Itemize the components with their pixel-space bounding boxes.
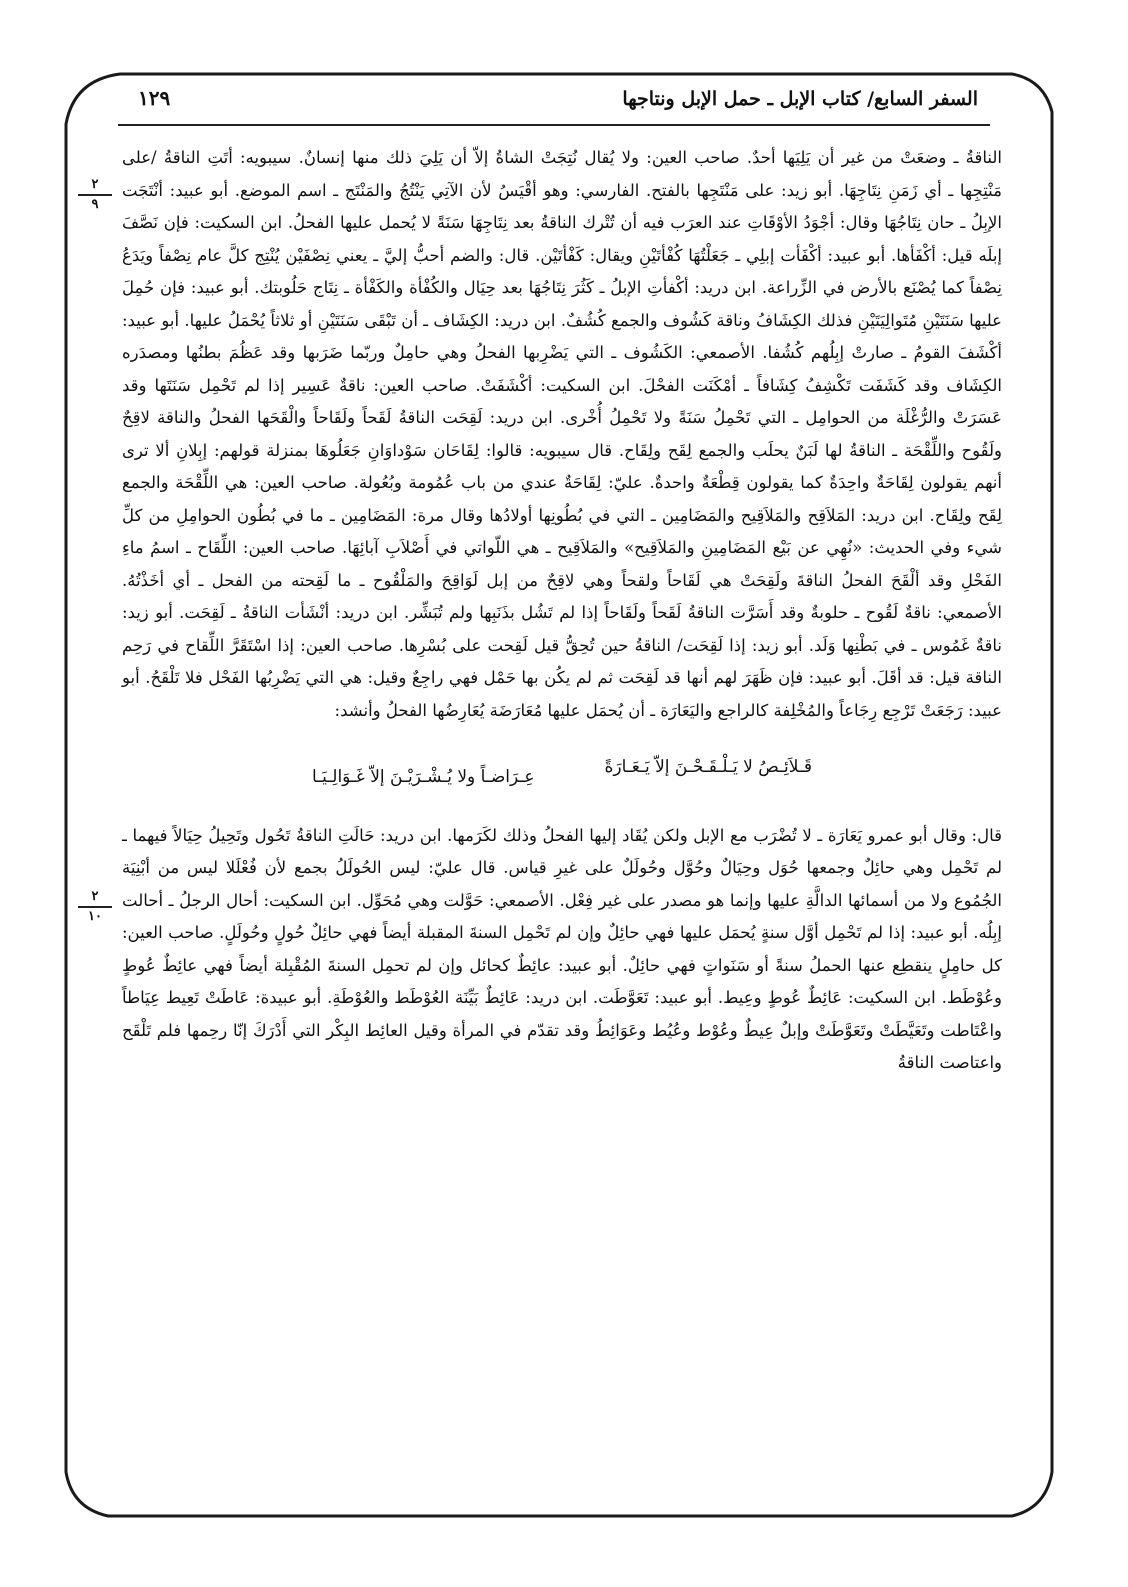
- margin-note-divider: [78, 194, 112, 196]
- margin-note-numerator: ٢: [91, 177, 99, 192]
- verse-hemistich-first: قَـلاَئِـصُ لا يَـلْـقَـحْـنَ إلاّ يَـعَـارَةً: [604, 757, 812, 777]
- paragraph: الناقةُ ـ وضعَتْ من غير أن يَلِيَها أحدٌ. صاحب العين: ولا يُقال نُتِجَتْ الشاةُ إلاّ أن يَلِيَ ذلك منها إنسانٌ. سيبويه: أتَتِ الناقةُ /على مَنْتِجِها ـ أي زَمَنِ نِتَاجِهَا. أبو زيد: على مَنْتَجِها بالفتح. الفارسي: وهو أقْيَسُ لأن الآتِي يَنْتُجُ والمَنْتَج ـ اسم الموضع. أبو عبيد: أنْتَجَت الإبِلُ ـ حان نِتَاجُهَا وقال: أجْوَدُ الأوْقَاتِ عند العرَب فيه أن تُتْرك الناقةُ بعد نِتَاجِهَا سَنَةً لا يُحمل عليها الفحلُ. ابن السكيت: فإن نَصَّفَ إبلَه قيل: أكْفَأها. أبو عبيد: أكْفَأت إبلِي ـ جَعَلْتُهَا كُفْأتَيْنِ ويقال: كَفْأتَيْن. قال: والضم أحبُّ إليَّ ـ يعني نِصْفَيْن يُنْتِج كلَّ عام نِصْفاً ويَدَعُ نِصْفاً كما يُصْنَع بالأرض في الزِّراعة. ابن دريد: أكْفأتِ الإبلُ ـ كَثُرَ نِتَاجُهَا بعد حِيَال والكُفْأة والكَفْأة ـ نِتَاج حَلُوبتك. أبو عبيد: فإن حُمِلَ عليها سَنَتَيْنِ مُتَوالِيَتَيْنِ فذلك الكِشَافُ وناقة كَشُوف والجمع كُشُفٌ. ابن دريد: الكِشَاف ـ أن تَبْقَى سَنَتَيْنِ أو ثلاثاً يُحْمَلُ عليها. أبو عبيد: أكْشَفَ القومُ ـ صارتْ إبِلُهم كُشُفا. الأصمعي: الكَشُوف ـ التي يَضْرِبها الفحلُ وهي حامِلٌ وربّما ضَرَبها وقد عَظُمَ بطنُها ومصدَره الكِشَاف وقد كَشَفَت تَكْشِفُ كِشَافاً ـ أمْكَنَت الفحْلَ. ابن السكيت: أكْشَفَتْ. صاحب العين: ناقةٌ عَسِير إذا لم تَحْمِل سَنَتَها وقد عَسَرَتْ والرُّغْلَة من الحوامِل ـ التي تَحْمِلُ سَنَةً ولا تَحْمِلُ أُخْرى. ابن دريد: لَقِحَت الناقةُ لَقَحاً ولَقَاحاً والْقَحَها الفحلُ والناقة لاقِحٌ ولَقُوح واللِّقْحَة ـ الناقةُ لها لَبَنٌ يحلَب والجمع لِقَح ولِقَاح. قال سيبويه: قالوا: لِقَاحَان سَوْداوَانِ جَعَلُوهَا بمنزلة قولهم: إبِلانِ ألا ترى أنهم يقولون لِقَاحَةٌ واحِدَةٌ كما يقولون قِطْعَةٌ واحدةٌ. عليّ: لِقَاحَةٌ عندي من باب عُمُومة وبُعُولة. صاحب العين: هي اللِّقْحَة والجمع لِقَح ولِقَاح. ابن دريد: المَلاَقِح والمَلاَقِيح والمَضَامِين ـ التي في بُطُونِها أولادُها وقال مرة: المَضَامِين ـ ما في بُطُون الحوامِلِ من كلِّ شيء وفي الحديث: «نُهِي عن بَيْع المَضَامِينِ والمَلاَقِيح» والمَلاَقِيح ـ هي اللّواتي في أَصْلاَبِ آبائِهَا. صاحب العين: اللِّقَاح ـ اسمُ ماءِ الفَحْلِ وقد ألْقَحَ الفحلُ الناقةَ ولَقِحَتْ هي لَقَاحاً ولقحاً وهي لاقِحٌ من إبل لَوَاقِحَ والمَلْقُوح ـ ما لَقِحته من الفحل ـ أي أخَذْتُهُ. الأصمعي: ناقةٌ لَقُوح ـ حلوبةٌ وقد أَسَرَّت الناقةُ لَقَحاً ولَقَاحاً إذا لم تَشُل بذَنَبِها ولم تُبَشِّر. ابن دريد: أنْشَأت الناقةُ ـ لَقِحَت. أبو زيد: ناقةٌ غَمُوس ـ في بَطْنِها وَلَد. أبو زيد: إذا لَقِحَت/ الناقةُ حين تُحِقُّ قيل لَقِحت على بُسْرِها. صاحب العين: إذا اسْتَقَرَّ اللِّقاح في رَحِم الناقة قيل: قد أقَلَ. أبو عبيد: فإن ظَهَرَ لهم أنها قد لَقِحَت ثم لم يكُن بها حَمْل فهي راجِعٌ وقيل: هي التي يَضْرِبُها الفَحْل فلا تَلْقَحُ. أبو عبيد: رَجَعَتْ تَرْجِع رِجَاعاً والمُخْلِفة كالراجع واليَعَارَة ـ أن يُحمَل عليها مُعَارَضَة يُعَارِضُها الفحلُ وأنشد:: [122, 148, 1002, 720]
- main-text: [122, 142, 1002, 1080]
- margin-note-divider: [78, 906, 112, 908]
- margin-note-denominator: ١٠: [88, 908, 102, 924]
- running-title: السفر السابع/ كتاب الإبل ـ حمل الإبل ونتاجها: [622, 88, 978, 110]
- header-rule: [118, 124, 990, 126]
- margin-note: [78, 178, 112, 212]
- paragraph-continued: قال: وقال أبو عمرو يَعَارَة ـ لا تُضْرَب مع الإبل ولكن يُقَاد إليها الفحلُ وذلك لكَرَمها. ابن دريد: حَالَتِ الناقةُ تَحُول وتَحِيلُ حِيَالاً فيهما ـ لم تَحْمِل وهي حائِلٌ وجمعها حُوَل وحِيَالٌ وحُوَّل وحُولَلٌ على غيرِ قياس. قال عليّ: ليس الحُولَلُ بجمع لأن فُعْلَلا ليس من أبْنِيَة الجُمُوع ولا من أسمائها الدالَّةِ عليها وإنما هو مصدر على غير فِعْل. الأصمعي: حَوَّلت وهي مُحَوِّل. ابن السكيت: أحال الرجلُ ـ أحالت إبِلُه. أبو عبيد: إذا لم تَحْمِل أوَّل سنةٍ يُحمَل عليها فهي حائِلٌ وإن لم تَحْمِل السنةَ المقبلة أيضاً فهي حائِلٌ حُولٍ وحُولَلٍ. صاحب العين: كل حامِلٍ ينقطِع عنها الحملُ سنةً أو سَنَواتٍ فهي حائِلٌ. أبو عبيد: عائِطٌ كحائل وإن لم تحمِل السنةَ المُقْبِلة أيضاً فهي عائِطٌ عُوطٍ وعُوْطَط. ابن السكيت: عَائِطٌ عُوطٍ وعِيط. أبو عبيد: تَعَوَّطَت. ابن دريد: عَائِطٌ بَيِّنَة العُوْطَط والعُوْطَةِ. أبو عبيدة: عَاطَتْ تَعِيط عِيَاطاً واعْتَاطت وتَعَيَّطَتْ وتَعَوَّطَتْ وإبلٌ عِيطٌ وعُوْط وعُيُط وعَوَائِطُ وقد تقدّم في المرأة وقيل العائِط البِكْر التي أَدْرَكَ إنّا رحِمها فلم تَلْقَح واعتاصت الناقةُ: [122, 825, 1002, 1072]
- page-number: ١٢٩: [138, 86, 171, 110]
- margin-note-denominator: ٩: [91, 196, 99, 212]
- margin-note-numerator: ٢: [91, 889, 99, 904]
- verse: [122, 751, 1002, 794]
- margin-note: [78, 890, 112, 924]
- verse-hemistich-second: عِـرَاضـاً ولا يُـشْـرَيْـنَ إلاّ غَـوَالِـيَـا: [312, 767, 535, 787]
